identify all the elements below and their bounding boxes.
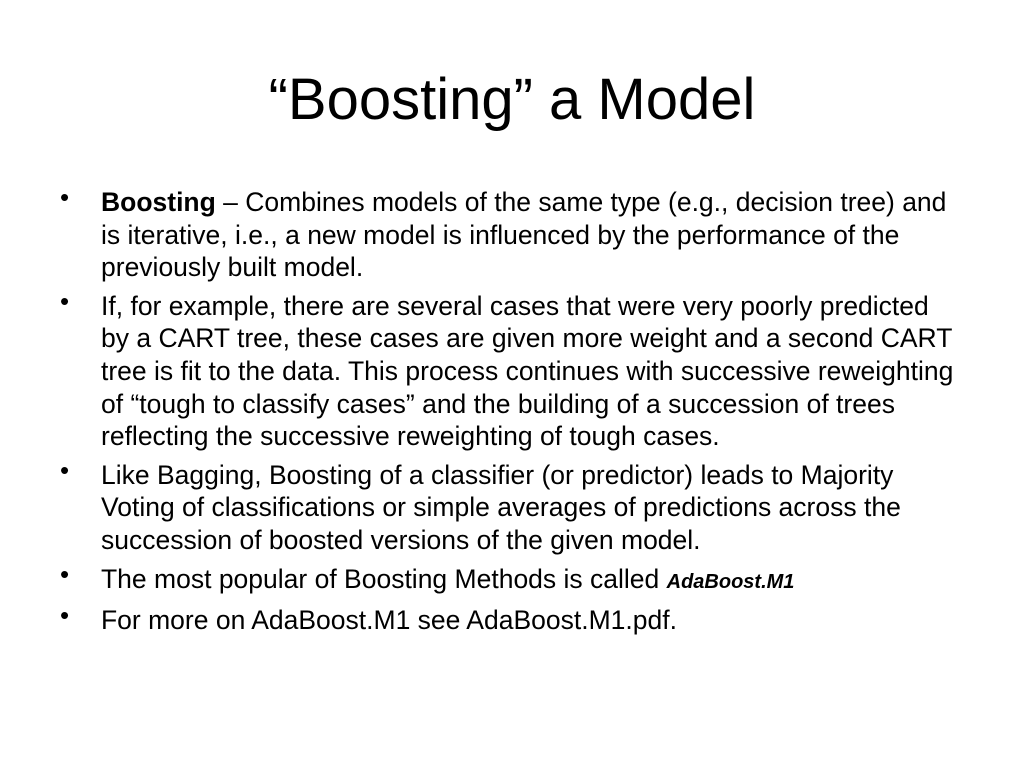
bullet-text: Like Bagging, Boosting of a classifier (or predictor) leads to Majority Voting of classifications or simple averages of predictions across the succession of boosted versions of the given model. [101,459,901,555]
bullet-icon: • [60,558,70,589]
bullet-item-boosting [60,182,960,284]
bullet-term: Boosting [101,187,216,217]
bullet-icon: • [60,285,70,316]
bullet-text: The most popular of Boosting Methods is called [101,563,667,594]
bullet-icon: • [60,454,70,485]
bullet-icon: • [60,182,70,212]
bullet-list [60,182,960,643]
bullet-item-adaboost [60,558,960,599]
bullet-text: If, for example, there are several cases that were very poorly predicted by a CART tree, these cases are given more weight and a second CART tree is fit to the data. This process continues with successive reweighting of “tough to classify cases” and the building of a succession of trees reflecting the successive reweighting of tough cases. [101,290,954,452]
bullet-item-voting [60,454,960,557]
bullet-text: – Combines models of the same type (e.g., decision tree) and is iterative, i.e., a new model is influenced by the performance of the previously built model. [101,187,947,283]
method-name: AdaBoost.M1 [666,570,795,593]
bullet-text: For more on AdaBoost.M1 see AdaBoost.M1.pdf. [101,605,677,636]
bullet-item-reference [60,600,960,637]
bullet-item-reweighting [60,285,960,453]
bullet-icon: • [60,600,70,631]
slide-title: “Boosting” a Model [268,67,756,132]
